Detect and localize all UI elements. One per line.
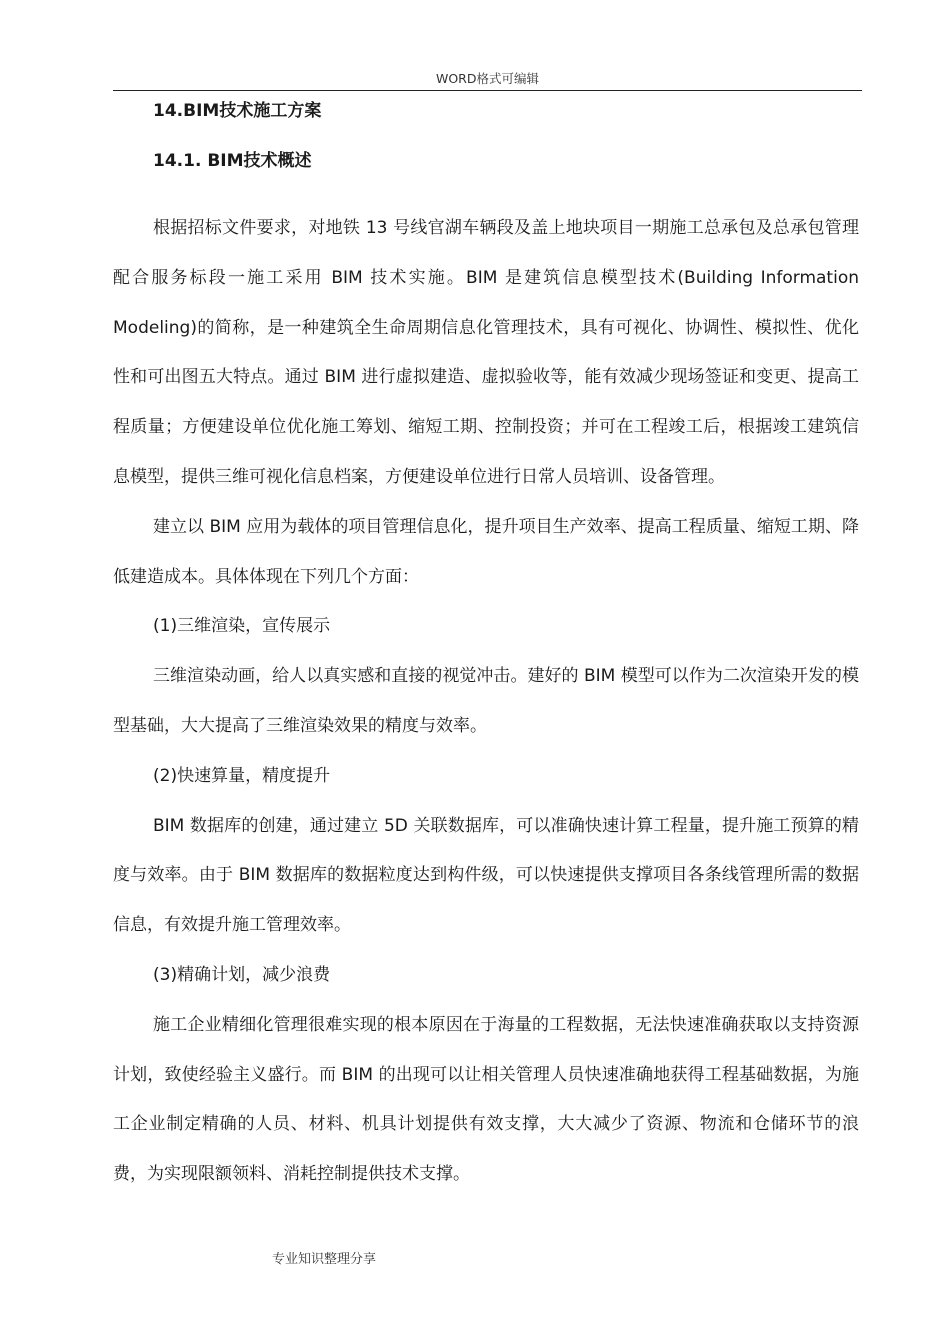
paragraph-intro: 根据招标文件要求，对地铁 13 号线官湖车辆段及盖上地块项目一期施工总承包及总承包管理配合服务标段一施工采用 BIM 技术实施。BIM 是建筑信息模型技术(Building Information Modeling)的简称，是一种建筑全生命周期信息化管理技术，具有可视化、协调性、模拟性、优化性和可出图五大特点。通过 BIM 进行虚拟建造、虚拟验收等，能有效减少现场签证和变更、提高工程质量；方便建设单位优化施工筹划、缩短工期、控制投资；并可在工程竣工后，根据竣工建筑信息模型，提供三维可视化信息档案，方便建设单位进行日常人员培训、设备管理。 <box>113 218 859 487</box>
paragraph-rendering: 三维渲染动画，给人以真实感和直接的视觉冲击。建好的 BIM 模型可以作为二次渲染开发的模型基础，大大提高了三维渲染效果的精度与效率。 <box>113 666 859 736</box>
subsection-title: 14.1. BIM技术概述 <box>153 151 312 171</box>
paragraph-aspects: 建立以 BIM 应用为载体的项目管理信息化，提升项目生产效率、提高工程质量、缩短工期、降低建造成本。具体体现在下列几个方面： <box>113 516 859 587</box>
list-item-planning: (3)精确计划，减少浪费 <box>153 964 331 985</box>
list-item-quantity: (2)快速算量，精度提升 <box>153 765 331 786</box>
section-title: 14.BIM技术施工方案 <box>153 101 322 121</box>
document-body <box>113 96 859 1200</box>
paragraph-quantity: BIM 数据库的创建，通过建立 5D 关联数据库，可以准确快速计算工程量，提升施工预算的精度与效率。由于 BIM 数据库的数据粒度达到构件级，可以快速提供支撑项目各条线管理所需的数据信息，有效提升施工管理效率。 <box>113 815 859 936</box>
page-header <box>113 68 862 91</box>
header-text: WORD格式可编辑 <box>435 71 539 86</box>
list-item-rendering: (1)三维渲染，宣传展示 <box>153 616 331 637</box>
paragraph-planning: 施工企业精细化管理很难实现的根本原因在于海量的工程数据，无法快速准确获取以支持资源计划，致使经验主义盛行。而 BIM 的出现可以让相关管理人员快速准确地获得工程基础数据，为施工企业制定精确的人员、材料、机具计划提供有效支撑，大大减少了资源、物流和仓储环节的浪费，为实现限额领料、消耗控制提供技术支撑。 <box>113 1014 859 1185</box>
page-footer: 专业知识整理分享 <box>272 1252 377 1267</box>
